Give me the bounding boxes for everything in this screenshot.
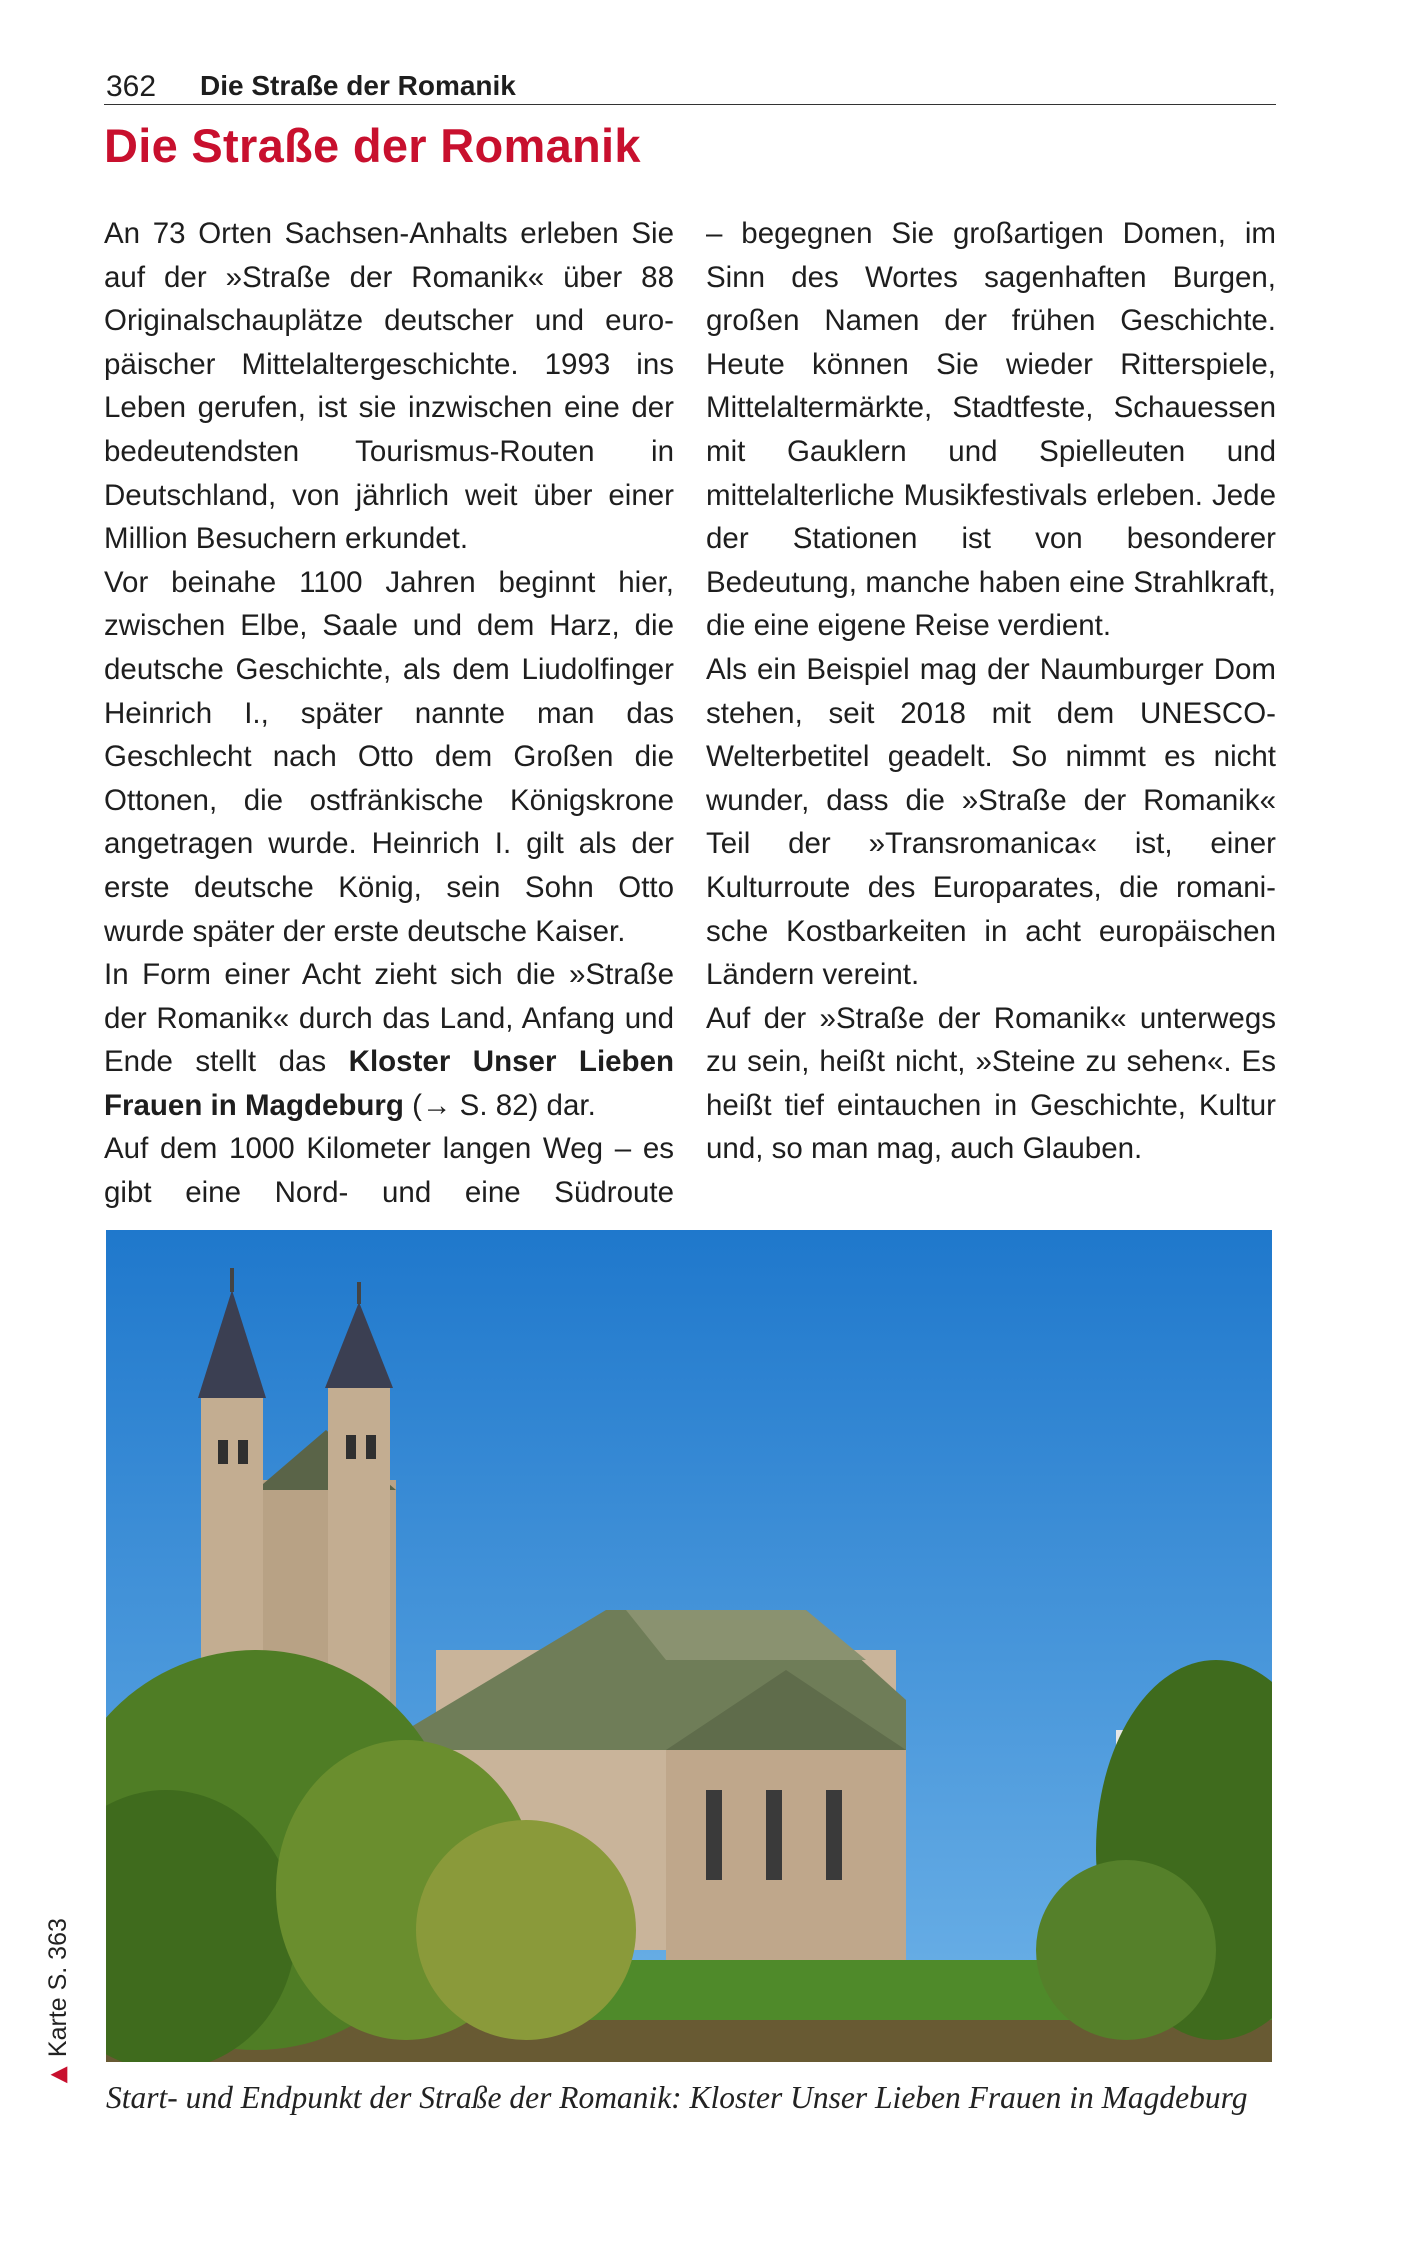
left-paragraph-1: An 73 Orten Sachsen-Anhalts erleben Sie auf der »Straße der Romanik« über 88 Originalschauplätze deutscher und europäischer Mittelaltergeschichte. 1993 ins Leben gerufen, ist sie inzwischen eine der bedeutendsten Tourismus-Routen in Deutschland, von jährlich weit über einer Million Besuchern erkundet. [104, 217, 674, 556]
apse [666, 1750, 906, 1970]
right-column [706, 212, 1276, 1171]
p3-text-after: (→ S. 82) dar. [403, 1088, 596, 1122]
p3-text-before: In Form einer Acht zieht sich die »Straße der Romanik« durch das Land, Anfang und Ende stellt das [104, 958, 674, 1079]
page-number: 362 [106, 70, 157, 103]
left-paragraph-3 [104, 953, 674, 1127]
left-paragraph-2: Vor beinahe 1100 Jahren beginnt hier, zwischen Elbe, Saale und dem Harz, die deutsche Geschichte, als dem Liudolfinger Heinrich I., später nannte man das Geschlecht nach Otto dem Großen die Ottonen, die ostfränkische Königskrone angetragen wurde. Heinrich I. gilt als der erste deutsche König, sein Sohn Otto wurde später der erste deutsche Kaiser. [104, 565, 674, 948]
map-reference-text: Karte S. 363 [44, 1918, 72, 2058]
right-paragraph-1: – begegnen Sie großartigen Domen, im Sinn des Wortes sagenhaften Burgen, großen Namen der frühen Geschichte. Heute können Sie wieder Ritterspiele, Mittelaltermärkte, Stadtfeste, Schauessen mit Gauklern und Spielleuten und mittelalterliche Musikfestivals erleben. Jede der Stationen ist von besonderer Bedeutung, manche haben eine Strahlkraft, die eine eigene Reise verdient. [706, 217, 1276, 643]
kloster-link-text: Kloster Unser Lieben Frauen in Magdeburg [104, 1045, 674, 1122]
map-reference [44, 1918, 73, 2086]
right-tower [328, 1380, 390, 1710]
left-column [104, 212, 674, 1215]
right-paragraph-3: Auf der »Straße der Romanik« unterwegs zu sein, heißt nicht, »Steine zu sehen«. Es heißt tief eintauchen in Geschichte, Kultur und, so man mag, auch Glauben. [706, 1001, 1276, 1166]
triangle-marker-icon: ◀ [50, 2060, 67, 2086]
page-header [104, 66, 1276, 105]
photo-caption: Start- und Endpunkt der Straße der Romanik: Kloster Unser Lieben Frauen in Magdeburg [106, 2080, 1248, 2115]
right-paragraph-2: Als ein Beispiel mag der Naumburger Dom stehen, seit 2018 mit dem UNESCO-Welterbetitel geadelt. So nimmt es nicht wunder, dass die »Straße der Romanik« Teil der »Transromanica« ist, einer Kulturroute des Europarates, die romanische Kostbarkeiten in acht europäischen Ländern vereint. [706, 652, 1276, 992]
monastery-photo [106, 1230, 1272, 2062]
running-title: Die Straße der Romanik [200, 70, 516, 101]
page-title: Die Straße der Romanik [104, 119, 641, 172]
left-paragraph-4: Auf dem 1000 Kilometer langen Weg – es gibt eine Nord- und eine Südroute [104, 1132, 674, 1210]
